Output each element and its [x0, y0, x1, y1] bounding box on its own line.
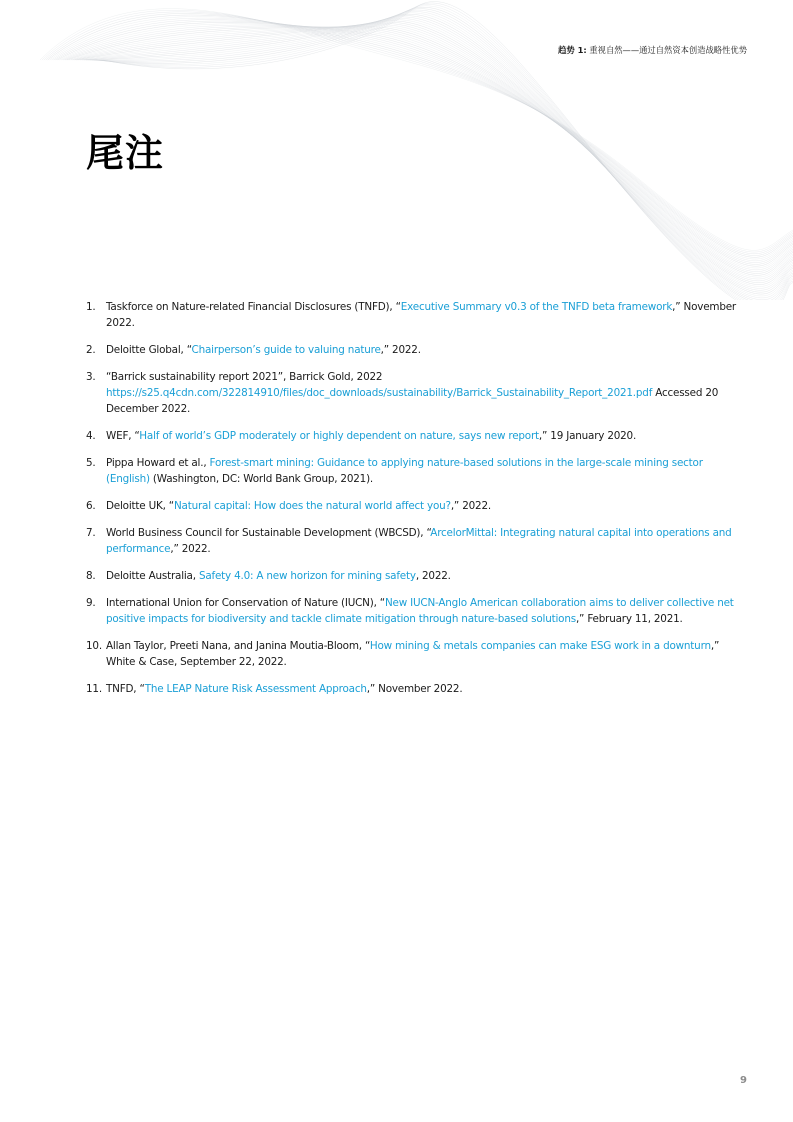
- endnote-number: 7.: [86, 527, 96, 539]
- endnote-text: ,” 2022.: [170, 543, 211, 555]
- endnote-text: , 2022.: [415, 570, 451, 582]
- endnote-text: WEF, “: [106, 430, 140, 442]
- wave-line: [69, 25, 793, 277]
- endnotes-list: [86, 299, 746, 708]
- endnote-text: TNFD, “: [106, 683, 145, 695]
- endnote-item: [86, 428, 746, 444]
- endnote-item: [86, 568, 746, 584]
- endnote-text: (Washington, DC: World Bank Group, 2021).: [149, 473, 374, 485]
- endnote-text: International Union for Conservation of Nature (IUCN), “: [106, 597, 385, 609]
- endnote-item: [86, 525, 746, 557]
- endnote-text: Allan Taylor, Preeti Nana, and Janina Moutia-Bloom, “: [106, 640, 370, 652]
- endnote-text: ,” 2022.: [450, 500, 491, 512]
- wave-line: [65, 27, 793, 274]
- endnote-text: ,” February 11, 2021.: [575, 613, 683, 625]
- endnote-text: Accessed 20 December 2022.: [106, 387, 719, 415]
- endnote-number: 11.: [86, 683, 102, 695]
- endnote-item: [86, 369, 746, 417]
- endnote-text: ,” White & Case, September 22, 2022.: [106, 640, 720, 668]
- endnote-item: [86, 299, 746, 331]
- endnote-link[interactable]: Chairperson’s guide to valuing nature: [191, 344, 381, 356]
- endnote-link[interactable]: How mining & metals companies can make ESG work in a downturn: [369, 640, 711, 652]
- endnote-link[interactable]: Natural capital: How does the natural world affect you?: [173, 500, 451, 512]
- wave-line: [76, 21, 793, 285]
- page-number: 9: [740, 1075, 747, 1086]
- endnote-item: [86, 498, 746, 514]
- wave-line: [82, 17, 793, 290]
- running-header-title: 重视自然——通过自然资本创造战略性优势: [589, 45, 747, 55]
- wave-line: [57, 22, 793, 266]
- endnote-link[interactable]: Half of world’s GDP moderately or highly dependent on nature, says new report: [139, 430, 539, 442]
- endnote-text: ,” 2022.: [380, 344, 421, 356]
- endnote-text: Deloitte UK, “: [106, 500, 174, 512]
- wave-line: [84, 16, 793, 293]
- endnote-link[interactable]: The LEAP Nature Risk Assessment Approach: [144, 683, 367, 695]
- endnote-link[interactable]: New IUCN-Anglo American collaboration aims to deliver collective net positive impacts for biodiversity and tackle climate mitigation through nature-based solutions: [106, 597, 734, 625]
- endnote-item: [86, 681, 746, 697]
- endnote-link[interactable]: Safety 4.0: A new horizon for mining safety: [198, 570, 416, 582]
- endnote-text: ,” November 2022.: [366, 683, 463, 695]
- endnote-text: Deloitte Global, “: [106, 344, 192, 356]
- endnote-link[interactable]: https://s25.q4cdn.com/322814910/files/doc_downloads/sustainability/Barrick_Sustainability_Report_2021.pdf: [106, 387, 653, 399]
- wave-line: [59, 24, 793, 268]
- endnote-link[interactable]: ArcelorMittal: Integrating natural capital into operations and performance: [106, 527, 732, 555]
- endnote-text: ,” 19 January 2020.: [538, 430, 637, 442]
- wave-line: [86, 14, 793, 294]
- endnote-item: [86, 342, 746, 358]
- endnote-number: 2.: [86, 344, 96, 356]
- wave-line: [67, 27, 793, 276]
- endnote-link[interactable]: Executive Summary v0.3 of the TNFD beta framework: [400, 301, 673, 313]
- endnote-number: 6.: [86, 500, 96, 512]
- endnote-item: [86, 638, 746, 670]
- wave-line: [61, 25, 793, 270]
- endnote-text: “Barrick sustainability report 2021”, Barrick Gold, 2022: [106, 371, 383, 383]
- endnote-number: 4.: [86, 430, 96, 442]
- endnote-text: Taskforce on Nature-related Financial Disclosures (TNFD), “: [106, 301, 401, 313]
- running-header-label: 趋势 1:: [558, 45, 587, 55]
- endnote-number: 3.: [86, 371, 96, 383]
- endnote-text: Deloitte Australia,: [106, 570, 199, 582]
- wave-line: [78, 19, 793, 286]
- endnote-link[interactable]: Forest-smart mining: Guidance to applying nature-based solutions in the large-scale mining sector (English): [106, 457, 703, 485]
- wave-line: [55, 21, 793, 264]
- endnote-text: ,” November 2022.: [106, 301, 736, 329]
- endnote-text: World Business Council for Sustainable Development (WBCSD), “: [106, 527, 431, 539]
- wave-line: [73, 23, 793, 281]
- wave-line: [63, 26, 793, 272]
- wave-line: [71, 24, 793, 279]
- endnote-number: 9.: [86, 597, 96, 609]
- endnote-item: [86, 455, 746, 487]
- wave-line: [80, 18, 793, 288]
- endnote-item: [86, 595, 746, 627]
- page-title: 尾注: [86, 131, 165, 175]
- endnote-number: 10.: [86, 640, 102, 652]
- running-header: [558, 44, 747, 56]
- endnote-number: 8.: [86, 570, 96, 582]
- wave-line: [75, 22, 793, 283]
- endnote-text: Pippa Howard et al.,: [106, 457, 210, 469]
- endnote-number: 5.: [86, 457, 96, 469]
- endnote-number: 1.: [86, 301, 96, 313]
